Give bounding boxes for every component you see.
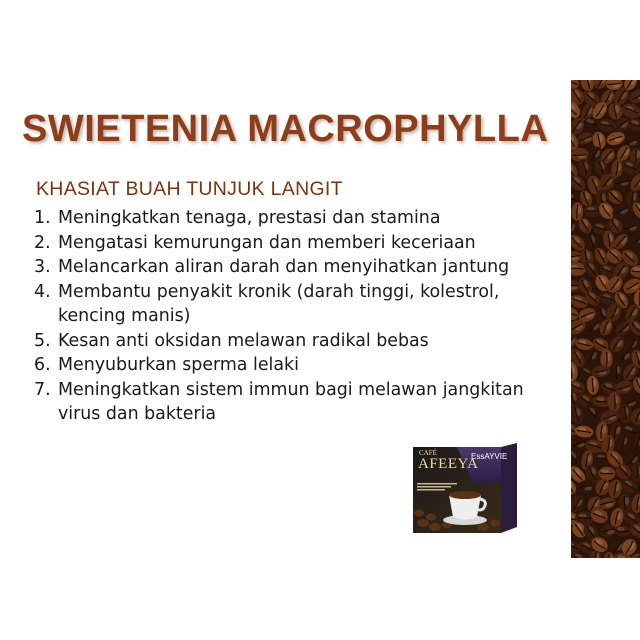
list-item [34,280,534,329]
item-number: 3. [34,257,51,277]
list-item [34,329,534,354]
item-text: Menyuburkan sperma lelaki [58,355,299,375]
item-text: Membantu penyakit kronik (darah tinggi, kolestrol, kencing manis) [58,281,500,326]
list-item [34,378,534,427]
list-item [34,353,534,378]
list-item [34,231,534,256]
item-number: 6. [34,355,51,375]
item-text: Mengatasi kemurungan dan memberi keceriaan [58,232,476,253]
product-name-label: AFEEYA [418,456,479,472]
benefits-list [34,206,534,427]
list-item [34,255,534,280]
product-brand-label: EssAYVIE [471,452,508,461]
item-number: 4. [34,281,51,302]
item-text: Kesan anti oksidan melawan radikal bebas [58,330,429,351]
list-item [34,206,534,231]
item-text: Melancarkan aliran darah dan menyihatkan jantung [58,257,510,277]
product-cafe-label: CAFÉ [419,449,437,457]
slide-subtitle: KHASIAT BUAH TUNJUK LANGIT [36,178,343,200]
slide-title: SWIETENIA MACROPHYLLA [22,108,549,150]
item-number: 5. [34,330,51,351]
coffee-beans-image [571,80,640,558]
item-text: Meningkatkan sistem immun bagi melawan jangkitan virus dan bakteria [58,379,524,424]
product-box-image [413,443,519,535]
item-number: 1. [34,208,51,228]
item-text: Meningkatkan tenaga, prestasi dan stamina [58,208,441,228]
item-number: 2. [34,232,51,253]
item-number: 7. [34,379,51,400]
